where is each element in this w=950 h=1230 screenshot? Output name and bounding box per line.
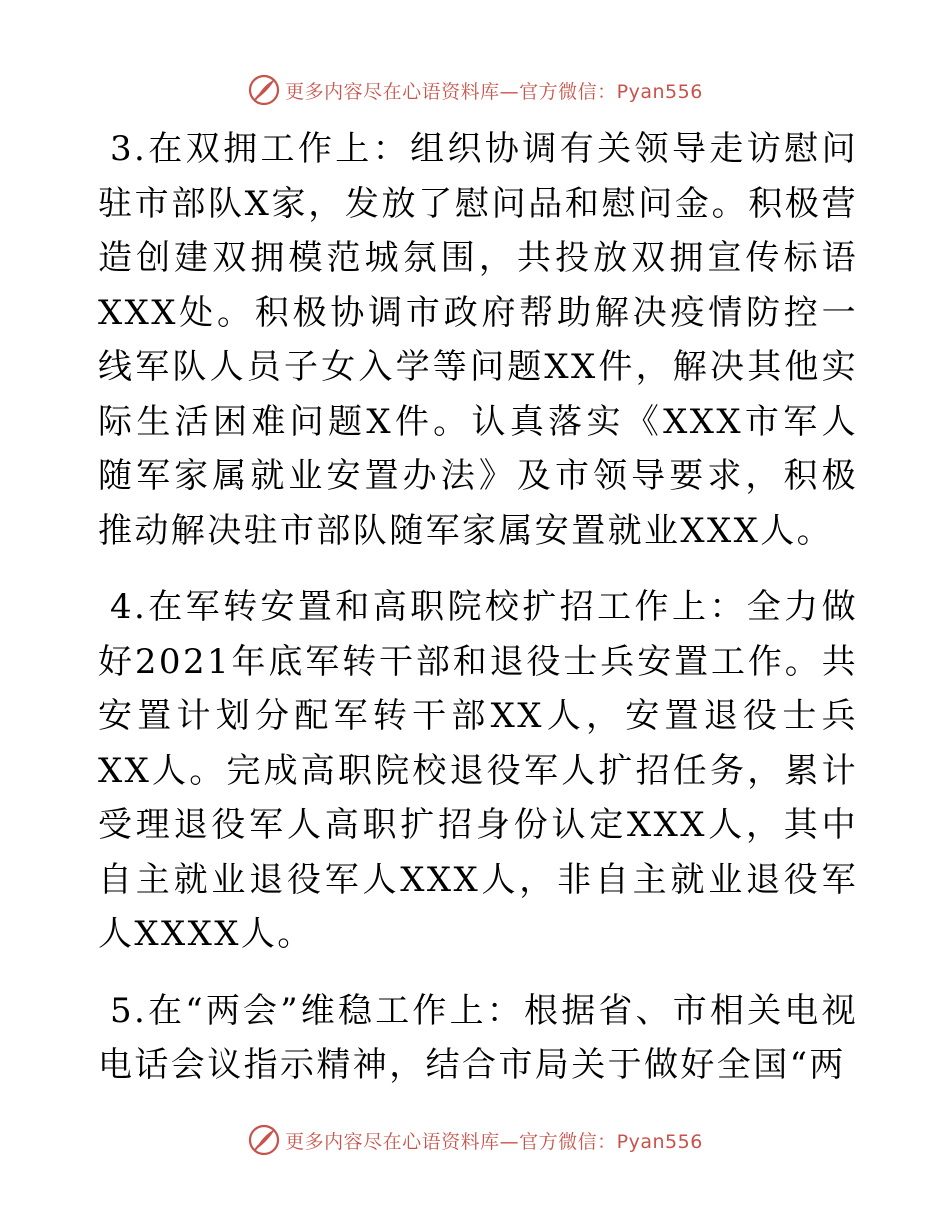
paragraph-number: 5.	[110, 990, 148, 1031]
header-watermark	[0, 70, 950, 110]
quill-seal-icon	[247, 73, 281, 107]
watermark-text: 更多内容尽在心语资料库—官方微信：Pyan556	[285, 80, 703, 103]
watermark-text: 更多内容尽在心语资料库—官方微信：Pyan556	[285, 1130, 703, 1153]
paragraph-4	[98, 580, 858, 962]
paragraph-number: 4.	[110, 587, 148, 627]
footer-watermark	[0, 1120, 950, 1160]
paragraph-5	[98, 984, 858, 1093]
quill-seal-icon	[247, 1123, 281, 1157]
paragraph-text: 在“两会”维稳工作上：根据省、市相关电视电话会议指示精神，结合市局关于做好全国“两	[98, 990, 858, 1085]
paragraph-text: 在军转安置和高职院校扩招工作上：全力做好2021年底军转干部和退役士兵安置工作。共安置计划分配军转干部XX人，安置退役士兵XX人。完成高职院校退役军人扩招任务，累计受理退役军人高职扩招身份认定XXX人，其中自主就业退役军人XXX人，非自主就业退役军人XXXX人。	[98, 587, 858, 954]
paragraph-3	[98, 122, 858, 558]
document-body	[98, 122, 858, 1115]
paragraph-number: 3.	[110, 129, 148, 169]
paragraph-text: 在双拥工作上：组织协调有关领导走访慰问驻市部队X家，发放了慰问品和慰问金。积极营造创建双拥模范城氛围，共投放双拥宣传标语XXX处。积极协调市政府帮助解决疫情防控一线军队人员子女入学等问题XX件，解决其他实际生活困难问题X件。认真落实《XXX市军人随军家属就业安置办法》及市领导要求，积极推动解决驻市部队随军家属安置就业XXX人。	[98, 129, 858, 551]
